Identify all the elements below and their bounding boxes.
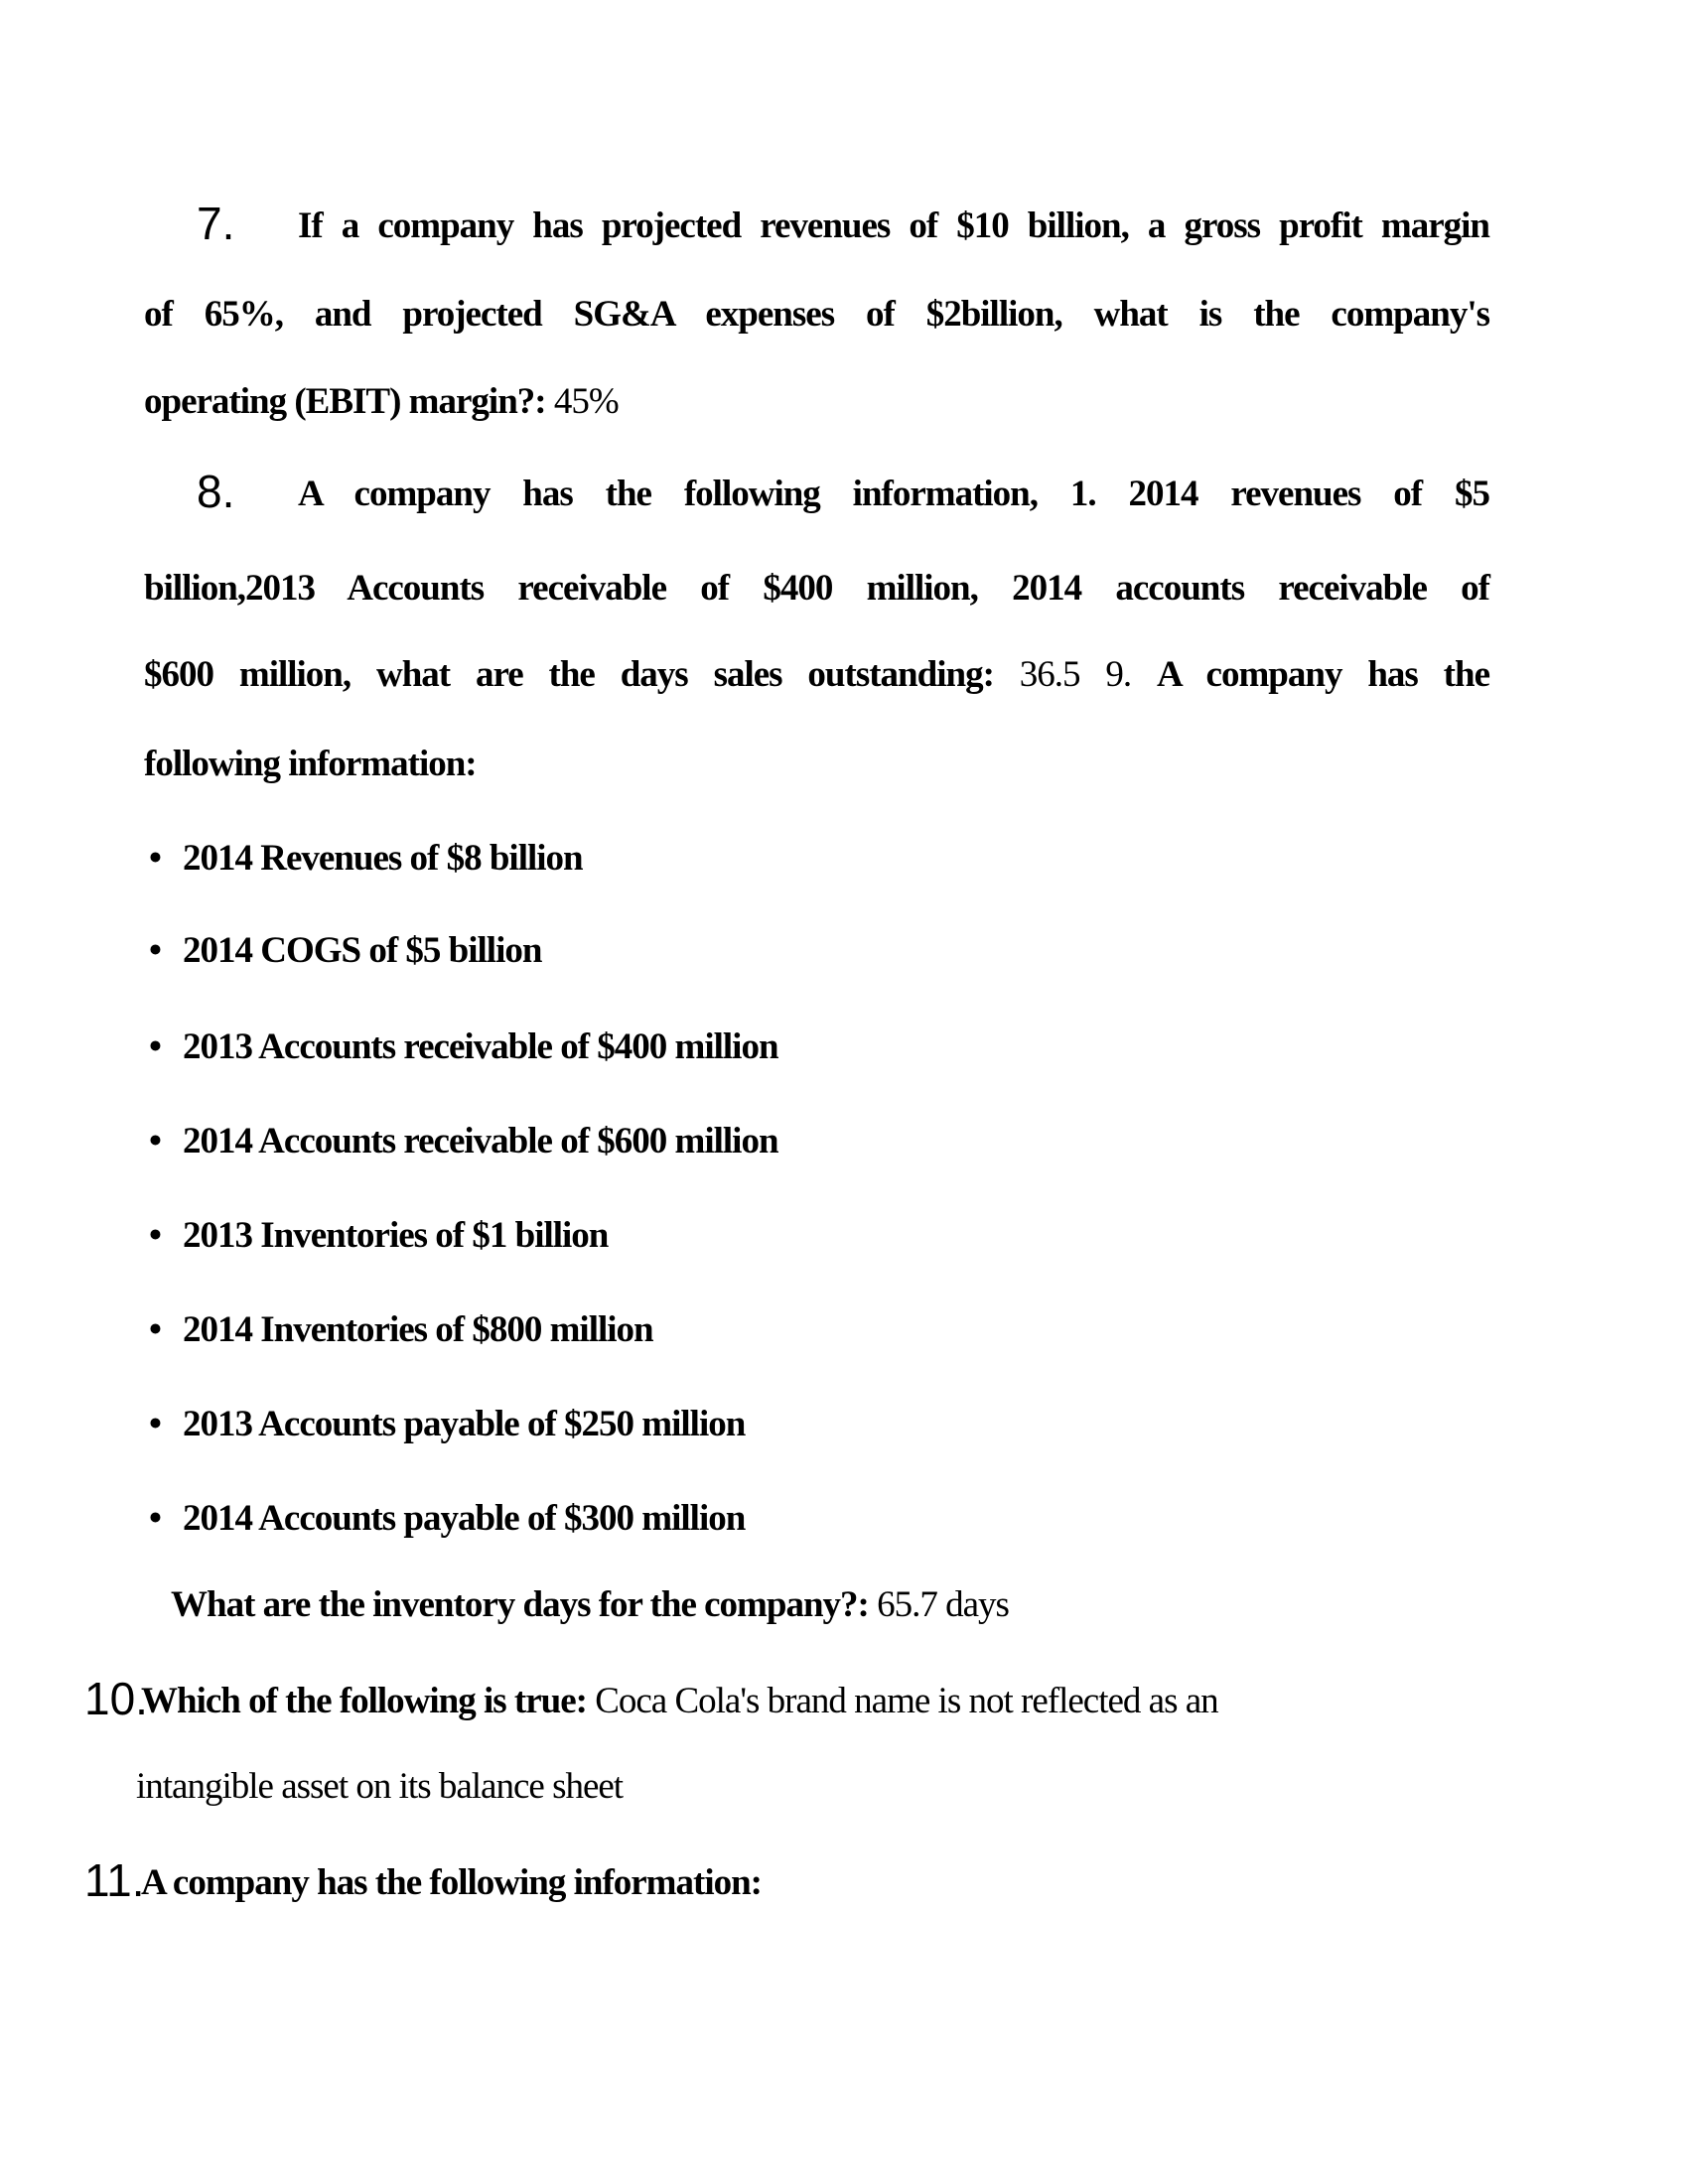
q9-question-continued: following information:: [144, 744, 477, 784]
bullet-label: 2014 Inventories of $800 million: [182, 1309, 653, 1350]
q9-question-start: A company has the: [1157, 654, 1489, 695]
q10-answer-start: Coca Cola's brand name is not reflected as an: [595, 1681, 1218, 1721]
q7-question-tail: operating (EBIT) margin?:: [144, 381, 554, 422]
q7-line1: If a company has projected revenues of $10 billion, a gross profit margin: [298, 205, 1489, 246]
q9-question-line: [171, 1584, 1009, 1627]
list-item: [149, 1498, 745, 1541]
q8-line3: [144, 654, 1489, 697]
list-item: [149, 1121, 778, 1163]
bullet-label: 2013 Accounts payable of $250 million: [182, 1404, 746, 1444]
list-item: [149, 1309, 653, 1352]
q9-question: What are the inventory days for the company?:: [171, 1584, 878, 1625]
bullet-label: 2013 Inventories of $1 billion: [182, 1215, 609, 1256]
q10-line1: [141, 1681, 1218, 1723]
bullet-icon: •: [149, 930, 161, 971]
q8-line2: billion,2013 Accounts receivable of $400 million, 2014 accounts receivable of: [144, 568, 1489, 609]
q8-question-tail: $600 million, what are the days sales outstanding:: [144, 654, 1020, 695]
bullet-label: 2014 COGS of $5 billion: [182, 930, 542, 971]
q8-number: 8.: [197, 466, 235, 517]
list-item: [149, 1404, 745, 1446]
list-item: [149, 930, 541, 973]
bullet-icon: •: [149, 1309, 161, 1350]
bullet-icon: •: [149, 1121, 161, 1161]
q11-question: A company has the following information:: [141, 1862, 763, 1903]
q7-line3: [144, 381, 619, 424]
q8-line1: A company has the following information, 1. 2014 revenues of $5: [298, 474, 1489, 514]
q10-answer-continued: intangible asset on its balance sheet: [136, 1766, 624, 1807]
bullet-icon: •: [149, 1498, 161, 1539]
q7-number: 7.: [197, 198, 235, 249]
list-item: [149, 838, 583, 881]
list-item: [149, 1215, 608, 1258]
bullet-label: 2014 Accounts receivable of $600 million: [182, 1121, 778, 1161]
q10-question: Which of the following is true:: [141, 1681, 596, 1721]
q8-answer: 36.5 9.: [1019, 654, 1158, 695]
bullet-icon: •: [149, 1215, 161, 1256]
q7-line2: of 65%, and projected SG&A expenses of $2billion, what is the company's: [144, 294, 1489, 335]
bullet-label: 2013 Accounts receivable of $400 million: [182, 1026, 778, 1067]
q10-number: 10.: [84, 1673, 148, 1724]
bullet-icon: •: [149, 1026, 161, 1067]
q9-answer: 65.7 days: [877, 1584, 1009, 1625]
bullet-icon: •: [149, 838, 161, 879]
q11-number: 11.: [84, 1854, 145, 1906]
bullet-label: 2014 Revenues of $8 billion: [182, 838, 583, 879]
q7-answer: 45%: [553, 381, 619, 422]
list-item: [149, 1026, 778, 1069]
bullet-label: 2014 Accounts payable of $300 million: [182, 1498, 746, 1539]
bullet-icon: •: [149, 1404, 161, 1444]
